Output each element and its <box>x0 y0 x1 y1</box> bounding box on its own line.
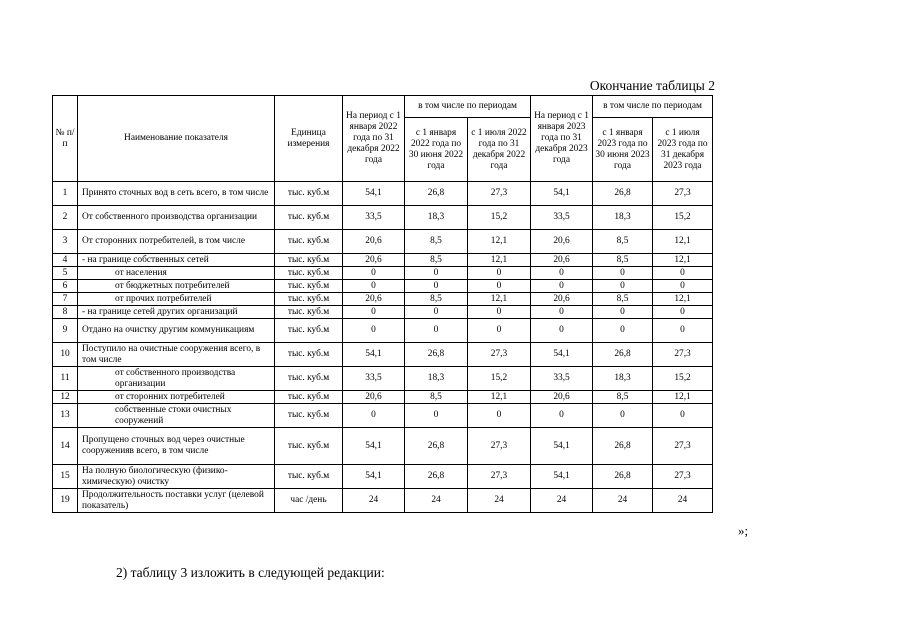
value-cell: 15,2 <box>653 206 713 230</box>
unit-cell: тыс. куб.м <box>275 343 343 367</box>
table-row <box>53 280 713 293</box>
value-cell: 0 <box>343 280 405 293</box>
value-cell: 54,1 <box>531 428 593 465</box>
value-cell: 20,6 <box>343 391 405 404</box>
table-row <box>53 428 713 465</box>
row-number: 7 <box>53 293 78 306</box>
table-caption: Окончание таблицы 2 <box>589 78 715 93</box>
indicator-name: от бюджетных потребителей <box>78 280 275 293</box>
value-cell: 0 <box>468 319 531 343</box>
value-cell: 0 <box>468 404 531 428</box>
value-cell: 26,8 <box>593 182 653 206</box>
value-cell: 27,3 <box>653 343 713 367</box>
unit-cell: тыс. куб.м <box>275 465 343 489</box>
unit-cell: тыс. куб.м <box>275 230 343 254</box>
row-number: 11 <box>53 367 78 391</box>
row-number: 6 <box>53 280 78 293</box>
value-cell: 8,5 <box>405 293 468 306</box>
unit-cell: тыс. куб.м <box>275 293 343 306</box>
row-number: 3 <box>53 230 78 254</box>
value-cell: 18,3 <box>405 367 468 391</box>
data-table <box>52 95 713 513</box>
table-row <box>53 367 713 391</box>
value-cell: 33,5 <box>531 367 593 391</box>
value-cell: 15,2 <box>653 367 713 391</box>
table-row <box>53 293 713 306</box>
value-cell: 24 <box>593 489 653 513</box>
row-number: 14 <box>53 428 78 465</box>
value-cell: 20,6 <box>531 230 593 254</box>
value-cell: 12,1 <box>468 391 531 404</box>
value-cell: 27,3 <box>468 343 531 367</box>
indicator-name: Пропущено сточных вод через очистные сооруженияв всего, в том числе <box>78 428 275 465</box>
value-cell: 33,5 <box>343 206 405 230</box>
value-cell: 18,3 <box>405 206 468 230</box>
row-number: 2 <box>53 206 78 230</box>
value-cell: 54,1 <box>531 343 593 367</box>
value-cell: 24 <box>405 489 468 513</box>
value-cell: 18,3 <box>593 367 653 391</box>
table-row <box>53 306 713 319</box>
value-cell: 0 <box>343 306 405 319</box>
indicator-name: - на границе собственных сетей <box>78 254 275 267</box>
value-cell: 26,8 <box>405 182 468 206</box>
table-row <box>53 230 713 254</box>
unit-cell: час /день <box>275 489 343 513</box>
table-row <box>53 267 713 280</box>
value-cell: 0 <box>531 319 593 343</box>
value-cell: 26,8 <box>593 465 653 489</box>
indicator-name: от собственного производства организации <box>78 367 275 391</box>
indicator-name: Отдано на очистку другим коммуникациям <box>78 319 275 343</box>
unit-cell: тыс. куб.м <box>275 206 343 230</box>
value-cell: 27,3 <box>653 428 713 465</box>
unit-cell: тыс. куб.м <box>275 254 343 267</box>
value-cell: 8,5 <box>593 230 653 254</box>
unit-cell: тыс. куб.м <box>275 306 343 319</box>
value-cell: 26,8 <box>405 465 468 489</box>
indicator-name: От сторонних потребителей, в том числе <box>78 230 275 254</box>
table-row <box>53 391 713 404</box>
value-cell: 0 <box>531 306 593 319</box>
table-row <box>53 343 713 367</box>
value-cell: 54,1 <box>343 182 405 206</box>
table-row <box>53 319 713 343</box>
value-cell: 24 <box>468 489 531 513</box>
value-cell: 0 <box>343 404 405 428</box>
value-cell: 0 <box>405 404 468 428</box>
value-cell: 0 <box>405 319 468 343</box>
unit-cell: тыс. куб.м <box>275 404 343 428</box>
value-cell: 0 <box>593 306 653 319</box>
header-period-2023: На период с 1 января 2023 года по 31 декабря 2023 года <box>531 96 593 182</box>
value-cell: 26,8 <box>405 428 468 465</box>
row-number: 9 <box>53 319 78 343</box>
header-incl-2022: в том числе по периодам <box>405 96 531 118</box>
header-num: № п/п <box>53 96 78 182</box>
indicator-name: Продолжительность поставки услуг (целевой показатель) <box>78 489 275 513</box>
value-cell: 27,3 <box>468 428 531 465</box>
value-cell: 54,1 <box>531 182 593 206</box>
indicator-name: от сторонних потребителей <box>78 391 275 404</box>
value-cell: 27,3 <box>468 182 531 206</box>
value-cell: 0 <box>405 306 468 319</box>
value-cell: 20,6 <box>343 230 405 254</box>
indicator-name: На полную биологическую (физико-химическую) очистку <box>78 465 275 489</box>
indicator-name: Принято сточных вод в сеть всего, в том числе <box>78 182 275 206</box>
value-cell: 8,5 <box>593 254 653 267</box>
value-cell: 0 <box>468 306 531 319</box>
header-h2-2023: с 1 июля 2023 года по 31 декабря 2023 года <box>653 118 713 182</box>
value-cell: 20,6 <box>531 391 593 404</box>
header-h1-2022: с 1 января 2022 года по 30 июня 2022 года <box>405 118 468 182</box>
list-item-text: 2) таблицу 3 изложить в следующей редакции: <box>116 565 385 580</box>
header-h1-2023: с 1 января 2023 года по 30 июня 2023 года <box>593 118 653 182</box>
value-cell: 0 <box>593 280 653 293</box>
table-row <box>53 489 713 513</box>
value-cell: 20,6 <box>343 293 405 306</box>
value-cell: 8,5 <box>405 230 468 254</box>
value-cell: 54,1 <box>343 343 405 367</box>
unit-cell: тыс. куб.м <box>275 319 343 343</box>
value-cell: 12,1 <box>653 254 713 267</box>
unit-cell: тыс. куб.м <box>275 428 343 465</box>
value-cell: 8,5 <box>593 391 653 404</box>
value-cell: 20,6 <box>343 254 405 267</box>
value-cell: 0 <box>653 267 713 280</box>
value-cell: 33,5 <box>531 206 593 230</box>
row-number: 13 <box>53 404 78 428</box>
value-cell: 0 <box>593 404 653 428</box>
value-cell: 12,1 <box>653 293 713 306</box>
value-cell: 0 <box>405 267 468 280</box>
value-cell: 0 <box>343 319 405 343</box>
value-cell: 26,8 <box>593 343 653 367</box>
value-cell: 0 <box>468 280 531 293</box>
row-number: 15 <box>53 465 78 489</box>
table-row <box>53 182 713 206</box>
value-cell: 24 <box>343 489 405 513</box>
closing-quote: »; <box>738 523 749 538</box>
indicator-name: от прочих потребителей <box>78 293 275 306</box>
header-unit: Единица измерения <box>275 96 343 182</box>
row-number: 4 <box>53 254 78 267</box>
row-number: 8 <box>53 306 78 319</box>
indicator-name: - на границе сетей других организаций <box>78 306 275 319</box>
value-cell: 20,6 <box>531 254 593 267</box>
value-cell: 12,1 <box>468 293 531 306</box>
value-cell: 54,1 <box>531 465 593 489</box>
value-cell: 20,6 <box>531 293 593 306</box>
value-cell: 27,3 <box>468 465 531 489</box>
unit-cell: тыс. куб.м <box>275 182 343 206</box>
value-cell: 54,1 <box>343 465 405 489</box>
table-row <box>53 404 713 428</box>
value-cell: 54,1 <box>343 428 405 465</box>
header-name: Наименование показателя <box>78 96 275 182</box>
value-cell: 0 <box>405 280 468 293</box>
row-number: 12 <box>53 391 78 404</box>
table-row <box>53 254 713 267</box>
value-cell: 26,8 <box>593 428 653 465</box>
value-cell: 15,2 <box>468 367 531 391</box>
value-cell: 18,3 <box>593 206 653 230</box>
value-cell: 0 <box>531 280 593 293</box>
unit-cell: тыс. куб.м <box>275 267 343 280</box>
value-cell: 0 <box>593 319 653 343</box>
value-cell: 12,1 <box>653 230 713 254</box>
value-cell: 15,2 <box>468 206 531 230</box>
value-cell: 0 <box>593 267 653 280</box>
value-cell: 8,5 <box>593 293 653 306</box>
row-number: 1 <box>53 182 78 206</box>
indicator-name: От собственного производства организации <box>78 206 275 230</box>
unit-cell: тыс. куб.м <box>275 280 343 293</box>
value-cell: 0 <box>653 280 713 293</box>
indicator-name: от населения <box>78 267 275 280</box>
header-h2-2022: с 1 июля 2022 года по 31 декабря 2022 года <box>468 118 531 182</box>
value-cell: 8,5 <box>405 254 468 267</box>
value-cell: 0 <box>653 306 713 319</box>
value-cell: 24 <box>653 489 713 513</box>
value-cell: 26,8 <box>405 343 468 367</box>
value-cell: 0 <box>468 267 531 280</box>
value-cell: 24 <box>531 489 593 513</box>
unit-cell: тыс. куб.м <box>275 367 343 391</box>
value-cell: 12,1 <box>653 391 713 404</box>
value-cell: 8,5 <box>405 391 468 404</box>
value-cell: 0 <box>343 267 405 280</box>
row-number: 19 <box>53 489 78 513</box>
indicator-name: собственные стоки очистных сооружений <box>78 404 275 428</box>
unit-cell: тыс. куб.м <box>275 391 343 404</box>
value-cell: 0 <box>531 404 593 428</box>
header-incl-2023: в том числе по периодам <box>593 96 713 118</box>
value-cell: 0 <box>531 267 593 280</box>
row-number: 10 <box>53 343 78 367</box>
value-cell: 0 <box>653 319 713 343</box>
indicator-name: Поступило на очистные сооружения всего, в том числе <box>78 343 275 367</box>
header-period-2022: На период с 1 января 2022 года по 31 декабря 2022 года <box>343 96 405 182</box>
value-cell: 27,3 <box>653 465 713 489</box>
table-row <box>53 206 713 230</box>
value-cell: 0 <box>653 404 713 428</box>
table-row <box>53 465 713 489</box>
value-cell: 33,5 <box>343 367 405 391</box>
row-number: 5 <box>53 267 78 280</box>
value-cell: 27,3 <box>653 182 713 206</box>
value-cell: 12,1 <box>468 254 531 267</box>
value-cell: 12,1 <box>468 230 531 254</box>
